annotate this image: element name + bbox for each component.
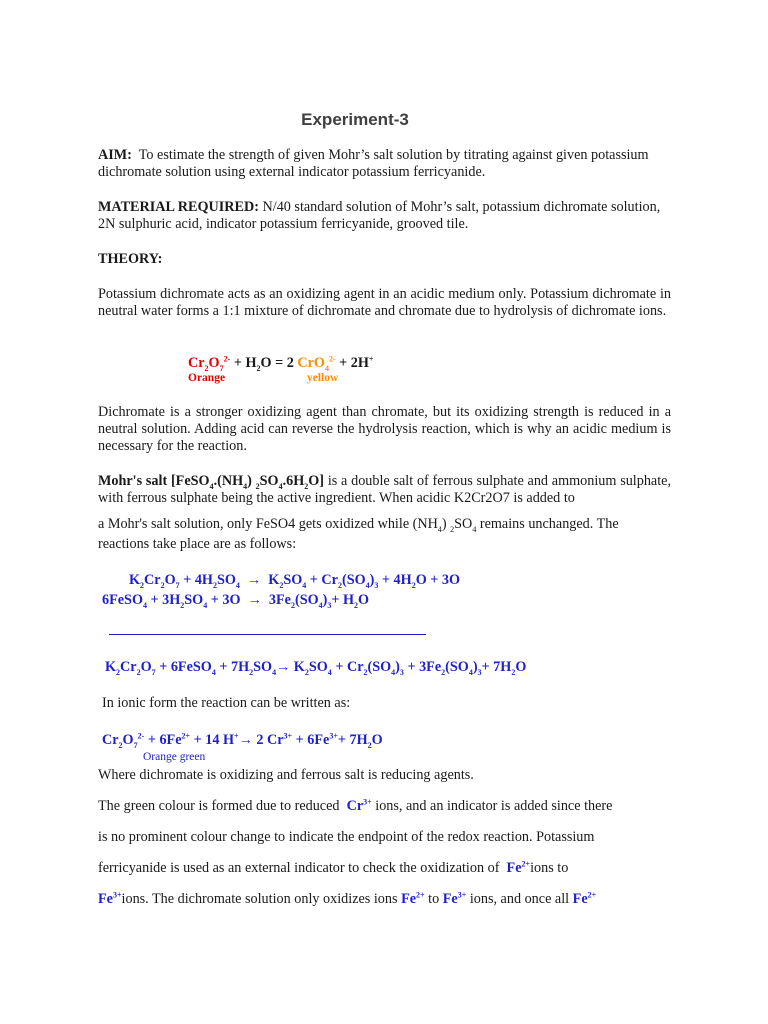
hydrolysis-equation: $Cr_2O_7^{2-} + H_2O = 2$ CrO$_4^{2-}$ + 2H+ (188, 354, 374, 373)
orange-label: Orange (188, 372, 226, 384)
oxidizes-line-c: ions, and once all (469, 891, 570, 907)
green-line-b: ions, and an indicator is added since there (375, 798, 613, 814)
aim-text: To estimate the strength of given Mohr’s salt solution by titrating against given potassium dichromate solution using external indicator potassium ferricyanide. (98, 147, 649, 180)
material-label: MATERIAL REQUIRED: (98, 199, 259, 215)
mohrs-salt-line3: a Mohr's salt solution, only FeSO4 gets oxidized while $(NH_4)$ $_2SO_4$ remains unchanged. The (98, 516, 619, 534)
reaction-equation-1: $K_2Cr_2O_7 + 4H_2SO_4 \to K_2SO_4 + Cr_2(SO_4)_3 + 4H_2O + 3O$ (129, 572, 461, 590)
aim-paragraph (98, 147, 671, 181)
aim-label: AIM: (98, 147, 132, 163)
ferricyanide-line-a: ferricyanide is used as an external indicator to check the oxidization of (98, 860, 500, 876)
reaction-equation-2: 6FeSO$_4$ + $3H_2SO_4 + 3O \to 3Fe_2(SO_4)_3+ H_2O$ (102, 592, 370, 610)
ferricyanide-line: ferricyanide is used as an external indicator to check the oxidization of $Fe^{2+}ions$ to (98, 859, 569, 876)
material-text: N/40 standard solution of Mohr’s salt, potassium dichromate solution, 2N sulphuric acid, indicator potassium ferricyanide, grooved tile. (98, 199, 661, 232)
oxidizes-line: $Fe^{3+}ions$. The dichromate solution only oxidizes ions $Fe^{2+}$ to $Fe^{3+}$ ions, and once all $Fe^{2+}$ (98, 890, 597, 907)
page-title: Experiment-3 (301, 110, 409, 129)
theory-paragraph-2: Dichromate is a stronger oxidizing agent than chromate, but its oxidizing strength is reduced in a neutral solution. Adding acid can reverse the hydrolysis reaction, which is why an acidic medium is necessary for the reaction. (98, 404, 671, 454)
oxidizes-line-a: ions. The dichromate solution only oxidizes ions (121, 891, 398, 907)
material-paragraph (98, 199, 671, 233)
mohrs-salt-paragraph: Mohr's salt [$FeSO_4.(NH_4)$ $_2SO_4.6H_2O$] is a double salt of ferrous sulphate and ammonium sulphate, with ferrous sulphate being the active ingredient. When acidic K2Cr2O7 is added to (98, 473, 672, 506)
green-colour-line: The green colour is formed due to reduced $Cr^{3+}$ ions, and an indicator is added since there (98, 797, 613, 814)
ferricyanide-line-b: ions to (530, 860, 569, 876)
divider-line (109, 634, 426, 635)
mohrs-salt-line4: reactions take place are as follows: (98, 536, 297, 552)
mohrs-salt-text: is a double salt of ferrous sulphate and ammonium sulphate, with ferrous sulphate being the active ingredient. When acidic K2Cr2O7 is added to (98, 473, 672, 506)
ionic-equation: $Cr_2O_7^{2-} + 6Fe^{2+} + 14$ H+→ 2 $Cr^{3+} + 6Fe^{3+}+ 7H_2O$ (102, 731, 383, 750)
overall-equation: $K_2Cr_2O_7$ + 6FeSO$_4$ + $7H_2SO_4\to K_2SO_4 + Cr_2(SO_4)_3 + 3Fe_2(SO_4)_3+ 7H_2O$ (105, 659, 527, 677)
ionic-intro: In ionic form the reaction can be written as: (102, 695, 351, 711)
green-line-a: The green colour is formed due to reduced (98, 798, 340, 814)
theory-paragraph-1: Potassium dichromate acts as an oxidizing agent in an acidic medium only. Potassium dichromate in neutral water forms a 1:1 mixture of dichromate and chromate due to hydrolysis of dichromate ions. (98, 286, 671, 319)
mohrs-line3-a: a Mohr's salt solution, only FeSO4 gets oxidized while (NH (98, 516, 438, 532)
yellow-label: yellow (307, 372, 339, 384)
ionic-color-label: Orange green (143, 751, 206, 763)
indicator-line: is no prominent colour change to indicate the endpoint of the redox reaction. Potassium (98, 829, 595, 845)
mohrs-line3-b: remains unchanged. The (479, 516, 619, 532)
oxidizes-line-b: to (428, 891, 440, 907)
where-line: Where dichromate is oxidizing and ferrous salt is reducing agents. (98, 767, 474, 783)
theory-heading: THEORY: (98, 251, 163, 267)
